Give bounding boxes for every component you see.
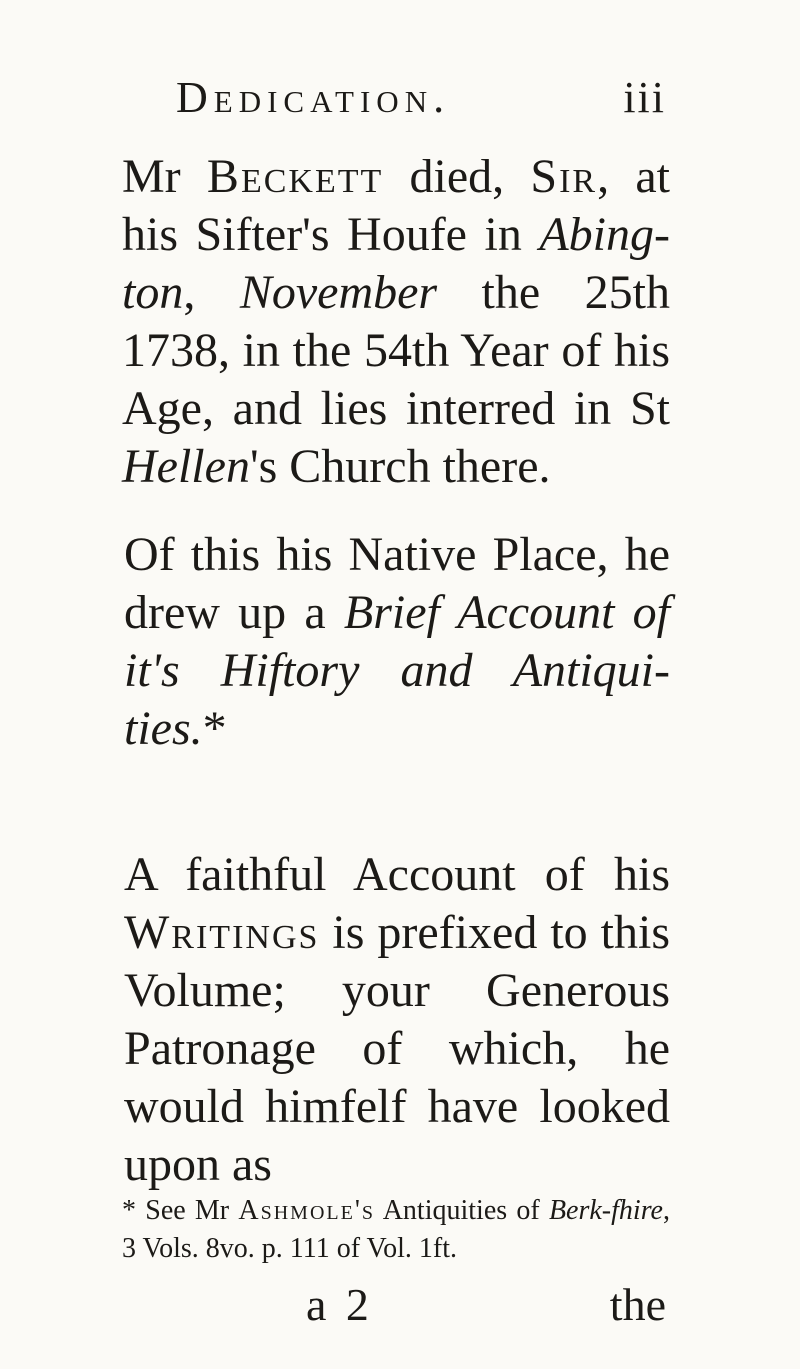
paragraph-1 [122, 148, 670, 496]
p1-text: the 25th 1738, in the 54th Year of his Age, and lies interred in St [122, 266, 670, 435]
page-number: iii [623, 73, 666, 122]
saint-hellen: Hellen [122, 440, 250, 493]
p1-text: , [183, 266, 240, 319]
place-berkshire: Berk-fhire [548, 1195, 663, 1226]
catchword: the [609, 1279, 666, 1330]
paragraph-2 [122, 526, 670, 758]
place-abingdon: Abing-ton [122, 208, 670, 319]
signature-mark: a 2 [306, 1279, 373, 1330]
name-ashmole: Ashmole's [238, 1195, 375, 1226]
p1-text: died, [383, 150, 531, 203]
footnote-text: , 3 Vols. 8vo. p. 111 of Vol. 1ft. [122, 1195, 670, 1264]
book-title: Brief Account of it's Hiftory and Antiqui-ties. [124, 586, 670, 755]
p2-text: Of this his Native Place, he drew up a [124, 528, 670, 639]
footnote-text: Antiquities of [375, 1195, 549, 1226]
page-header [176, 72, 666, 132]
footnote-marker: * [202, 702, 227, 755]
p3-text: is prefixed to this Volume; your Generous Patronage of which, he would himfelf have looked upon as [124, 906, 670, 1191]
p1-text: 's Church there. [249, 440, 551, 493]
page-footer [122, 1278, 670, 1338]
paragraph-3 [122, 846, 670, 1194]
p1-text: , at his Sifter's Houfe in [122, 150, 671, 261]
p1-text: Mr [122, 150, 207, 203]
name-beckett: Beckett [206, 150, 384, 203]
salutation-sir: Sir [530, 150, 598, 203]
footnote [122, 1192, 670, 1268]
month-november: November [239, 266, 438, 319]
writings-word: Writings [124, 906, 320, 959]
running-head: Dedication. [176, 73, 451, 122]
footnote-text: * See Mr [122, 1195, 239, 1226]
p3-text: A faithful Account of his [124, 848, 670, 901]
